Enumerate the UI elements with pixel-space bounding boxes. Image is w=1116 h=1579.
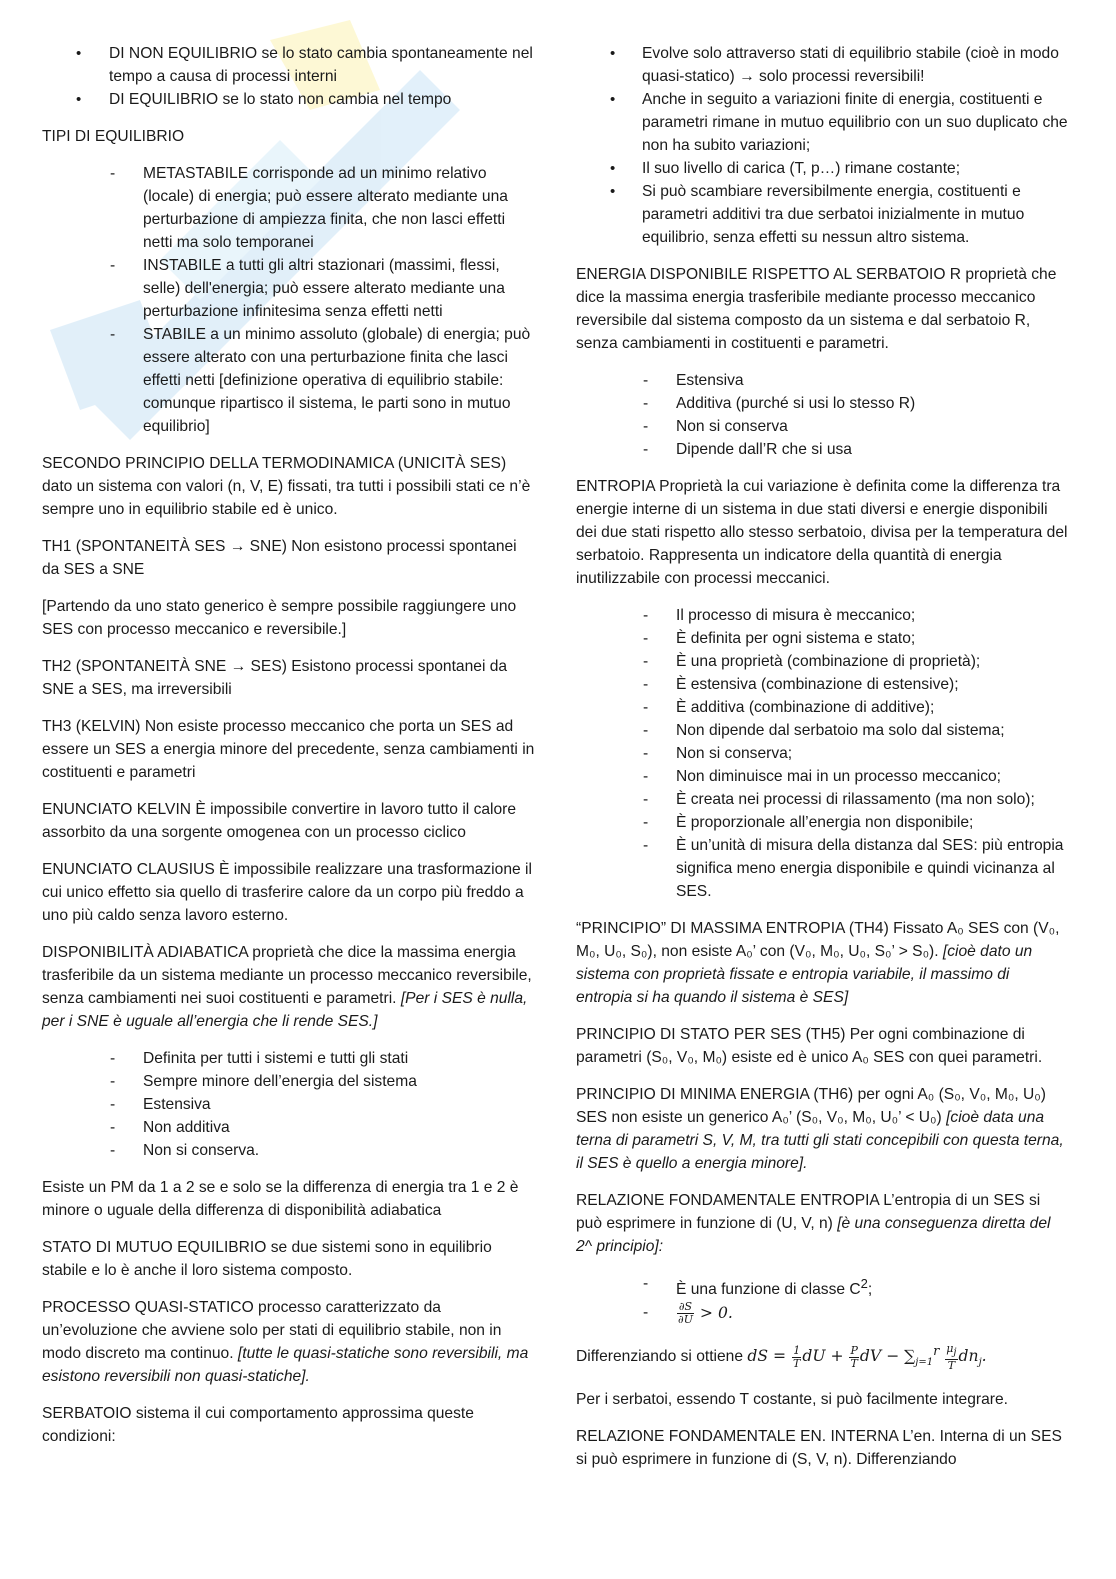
list-item: • Il suo livello di carica (T, p…) rimane costante; [576,157,1070,180]
rel-item1-text: È una funzione di classe C [676,1281,861,1299]
list-item: - È estensiva (combinazione di estensive); [576,673,1070,696]
list-item: - Non dipende dal serbatoio ma solo dal sistema; [576,719,1070,742]
list-item: - Non si conserva; [576,742,1070,765]
list-item [576,1272,1070,1301]
quasi-statico-note: [tutte le quasi-statiche sono reversibili, ma esistono reversibili non quasi-statiche]. [42,1345,529,1385]
serbatoio-conditions-list [576,42,1070,249]
list-item: - Estensiva [576,369,1070,392]
rel-item1-sup: 2 [860,1276,868,1291]
formula-term: dn [958,1347,979,1366]
list-item [576,1301,1070,1326]
disponibilita-text: DISPONIBILITÀ ADIABATICA proprietà che dice la massima energia trasferibile da un sistema mediante un processo meccanico reversibile, senza cambiamenti nei suoi costituenti e parametri. [42,944,532,1007]
list-item: • DI EQUILIBRIO se lo stato non cambia nel tempo [42,88,537,111]
paragraph-serbatoio: SERBATOIO sistema il cui comportamento approssima queste condizioni: [42,1405,474,1445]
list-item: - Il processo di misura è meccanico; [576,604,1070,627]
list-item: - Definita per tutti i sistemi e tutti gli stati [42,1047,537,1070]
energia-disponibile-list [576,369,1070,461]
list-item: - Dipende dall’R che si usa [576,438,1070,461]
formula-term: dV − ∑ [859,1347,916,1366]
rel-entropia-text: RELAZIONE FONDAMENTALE ENTROPIA L’entropia di un SES si può esprimere in funzione di (U, V, n) [576,1192,1041,1232]
sum-lower-bound: j=1 [915,1357,934,1369]
rel-entropia-note: [è una conseguenza diretta del 2^ principio]: [576,1215,1051,1255]
list-item: • Evolve solo attraverso stati di equilibrio stabile (cioè in modo quasi-statico) → solo processi reversibili! [576,42,1070,88]
fraction [849,1345,858,1370]
list-item: - METASTABILE corrisponde ad un minimo relativo (locale) di energia; può essere alterato mediante una perturbazione di ampiezza finita, che non lasci effetti netti ma solo temporanei [42,162,537,254]
fraction-denominator: T [793,1356,801,1370]
dn-subscript: j [978,1357,982,1369]
fraction-denominator: T [850,1356,858,1370]
list-item: • DI NON EQUILIBRIO se lo stato cambia spontaneamente nel tempo a causa di processi interni [42,42,537,88]
formula-term: dU + [802,1347,849,1366]
disponibilita-note: [Per i SES è nulla, per i SNE è uguale all’energia che li rende SES.] [42,990,528,1030]
left-column [42,42,537,1462]
equilibrium-state-list [42,42,537,111]
th4-note: [cioè dato un sistema con proprietà fissate e entropia variabile, il massimo di entropia si ha quando il sistema è SES] [576,943,1033,1006]
relazione-entropia-list [576,1272,1070,1326]
paragraph-serbatoi: Per i serbatoi, essendo T costante, si può facilmente integrare. [576,1391,1008,1409]
sum-upper-bound: r [933,1344,940,1360]
quasi-statico-text: PROCESSO QUASI-STATICO processo caratterizzato da un’evoluzione che avviene solo per stati di equilibrio stabile, non in modo discreto ma continuo. [42,1299,502,1362]
fraction [792,1345,801,1370]
paragraph-th5: PRINCIPIO DI STATO PER SES (TH5) Per ogni combinazione di parametri (S₀, V₀, M₀) esiste ed è unico A₀ SES con quei parametri. [576,1026,1043,1066]
paragraph-th2: TH2 (SPONTANEITÀ SNE → SES) Esistono processi spontanei da SNE a SES, ma irreversibili [42,658,508,698]
list-item: - Non si conserva [576,415,1070,438]
paragraph-quasi-statico [42,1296,537,1388]
list-item: - È una proprietà (combinazione di proprietà); [576,650,1070,673]
diff-text: Differenziando si ottiene [576,1348,748,1366]
formula-end: . [981,1347,987,1366]
list-item: • Anche in seguito a variazioni finite di energia, costituenti e parametri rimane in mutuo equilibrio con un suo duplicato che non ha subito variazioni; [576,88,1070,157]
paragraph-clausius: ENUNCIATO CLAUSIUS È impossibile realizzare una trasformazione il cui unico effetto sia quello di trasferire calore da un corpo più freddo a uno più caldo senza lavoro esterno. [42,861,532,924]
list-item: - È additiva (combinazione di additive); [576,696,1070,719]
inequality-text: > 0. [694,1303,733,1322]
list-item: - Estensiva [42,1093,537,1116]
mu-symbol: μ [946,1341,954,1355]
list-item: - È creata nei processi di rilassamento (ma non solo); [576,788,1070,811]
entropy-differential-formula [747,1341,987,1372]
disponibilita-properties-list [42,1047,537,1162]
paragraph-disponibilita [42,941,537,1033]
th6-text: PRINCIPIO DI MINIMA ENERGIA (TH6) per ogni A₀ (S₀, V₀, M₀, U₀) SES non esiste un generico A₀’ (S₀, V₀, M₀, U₀’ < U₀) [576,1086,1046,1126]
fraction-denominator: T [947,1358,956,1372]
paragraph-partendo: [Partendo da uno stato generico è sempre possibile raggiungere uno SES con processo meccanico e reversibile.] [42,598,517,638]
formula-lhs: dS = [747,1347,792,1366]
list-item: - INSTABILE a tutti gli altri stazionari (massimi, flessi, selle) dell'energia; può essere alterato mediante una perturbazione infinitesima senza effetti netti [42,254,537,323]
list-item: - È definita per ogni sistema e stato; [576,627,1070,650]
fraction-numerator: P [850,1343,858,1357]
mu-subscript: j [953,1346,957,1358]
paragraph-entropia: ENTROPIA Proprietà la cui variazione è definita come la differenza tra energie interne di un sistema in due stati diversi e energie disponibili dei due stati rispetto allo stesso serbatoio, divisa per la temperatura del serbatoio. Rappresenta un indicatore della quantità di energia inutilizzabile con processi meccanici. [576,478,1068,587]
paragraph-th1: TH1 (SPONTANEITÀ SES → SNE) Non esistono processi spontanei da SES a SNE [42,538,517,578]
list-item: - Non si conserva. [42,1139,537,1162]
paragraph-kelvin: ENUNCIATO KELVIN È impossibile convertire in lavoro tutto il calore assorbito da una sorgente omogenea con un processo ciclico [42,801,517,841]
paragraph-relazione-entropia [576,1189,1070,1258]
paragraph-energia-disponibile: ENERGIA DISPONIBILE RISPETTO AL SERBATOIO R proprietà che dice la massima energia trasferibile mediante processo meccanico reversibile dal sistema composto da un sistema e dal serbatoio R, senza cambiamenti in costituenti e parametri. [576,266,1057,352]
fraction [945,1343,957,1372]
fraction-numerator [945,1343,957,1360]
fraction [677,1301,694,1326]
list-item: - STABILE a un minimo assoluto (globale) di energia; può essere alterato con una perturbazione finita che lasci effetti netti [definizione operativa di equilibrio stabile: comunque ripartisco il sistema, le parti sono in mutuo equilibrio] [42,323,537,438]
paragraph-mutuo-equilibrio: STATO DI MUTUO EQUILIBRIO se due sistemi sono in equilibrio stabile e lo è anche il loro sistema composto. [42,1239,492,1279]
section-heading-tipi: TIPI DI EQUILIBRIO [42,128,185,145]
paragraph-secondo-principio: SECONDO PRINCIPIO DELLA TERMODINAMICA (UNICITÀ SES) dato un sistema con valori (n, V, E) fissati, tra tutti i possibili stati ce n’è sempre uno in equilibrio stabile ed è unico. [42,455,531,518]
th4-text: “PRINCIPIO” DI MASSIMA ENTROPIA (TH4) Fissato A₀ SES con (V₀, M₀, U₀, S₀), non esiste A₀’ con (V₀, M₀, U₀, S₀’ > S₀). [576,920,1060,960]
list-item: - Sempre minore dell’energia del sistema [42,1070,537,1093]
equilibrium-types-list [42,162,537,438]
fraction-denominator: ∂U [678,1313,693,1327]
paragraph-th4 [576,917,1070,1009]
list-item: - Additiva (purché si usi lo stesso R) [576,392,1070,415]
list-item: - Non diminuisce mai in un processo meccanico; [576,765,1070,788]
fraction-numerator: 1 [793,1343,801,1357]
fraction-numerator: - ∂S [678,1300,693,1314]
partial-derivative-formula [676,1300,733,1327]
paragraph-pm: Esiste un PM da 1 a 2 se e solo se la differenza di energia tra 1 e 2 è minore o uguale della differenza di disponibilità adiabatica [42,1179,519,1219]
rel-item1-end: ; [867,1281,873,1299]
list-item: - Non additiva [42,1116,537,1139]
paragraph-differenziando [576,1340,1070,1374]
paragraph-th3: TH3 (KELVIN) Non esiste processo meccanico che porta un SES ad essere un SES a energia minore del precedente, senza cambiamenti in costituenti e parametri [42,718,535,781]
list-item: • Si può scambiare reversibilmente energia, costituenti e parametri additivi tra due serbatoi inizialmente in mutuo equilibrio, senza effetti su nessun altro sistema. [576,180,1070,249]
right-column [576,42,1070,1485]
paragraph-relazione-interna: RELAZIONE FONDAMENTALE EN. INTERNA L’en. Interna di un SES si può esprimere in funzione di (S, V, n). Differenziando [576,1428,1062,1469]
th6-note: [cioè data una terna di parametri S, V, M, tra tutti gli stati concepibili con questa terna, il SES è quello a energia minore]. [576,1109,1064,1172]
list-item: - È proporzionale all’energia non disponibile; [576,811,1070,834]
entropia-properties-list [576,604,1070,903]
list-item: - È un’unità di misura della distanza dal SES: più entropia significa meno energia disponibile e quindi vicinanza al SES. [576,834,1070,903]
paragraph-th6 [576,1083,1070,1175]
